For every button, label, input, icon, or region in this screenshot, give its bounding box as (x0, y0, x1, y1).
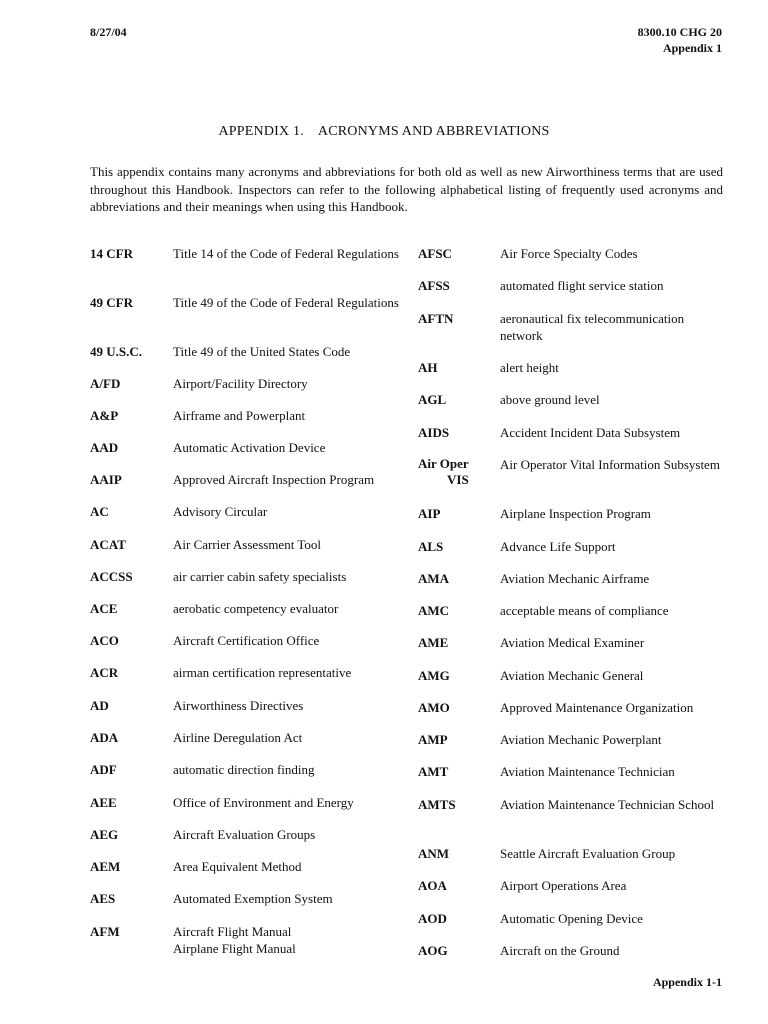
acronym: AOA (418, 878, 447, 893)
acronym-entry (90, 471, 400, 503)
acronym: AFTN (418, 311, 454, 326)
definition: Automatic Opening Device (500, 911, 643, 926)
definition: Airport/Facility Directory (173, 376, 308, 391)
acronym: AIDS (418, 425, 450, 440)
acronym: AIP (418, 506, 441, 521)
acronym: A&P (90, 408, 119, 423)
definition: Advisory Circular (173, 504, 268, 519)
definition: Aircraft Evaluation Groups (173, 827, 316, 842)
acronym: ADF (90, 762, 117, 777)
acronym: AGL (418, 392, 447, 407)
acronym-entry (90, 632, 400, 664)
definition: Airport Operations Area (500, 878, 627, 893)
acronym-entry (90, 503, 400, 536)
definition: Airplane Inspection Program (500, 506, 651, 521)
definition: Aviation Maintenance Technician (500, 764, 675, 779)
acronym-entry (90, 294, 400, 343)
acronym-entry (418, 391, 728, 424)
definition: aeronautical fix telecommunication network (500, 311, 685, 343)
definition-line: Aircraft Flight Manual (173, 924, 292, 939)
acronym-entry (90, 600, 400, 632)
acronym-entry (418, 505, 728, 538)
acronym-entry (90, 568, 400, 600)
acronym-entry (90, 729, 400, 761)
definition: Airframe and Powerplant (173, 408, 306, 423)
acronym-entry (418, 245, 728, 277)
acronym-entry (418, 731, 728, 763)
definition: Approved Aircraft Inspection Program (173, 472, 375, 487)
definition: Automated Exemption System (173, 891, 333, 906)
header-doc-number: 8300.10 CHG 20 (637, 25, 722, 39)
acronym-entry (90, 245, 400, 294)
acronym-entry (90, 794, 400, 826)
acronym-entry (418, 699, 728, 731)
acronym: ACE (90, 601, 118, 616)
definition: Air Force Specialty Codes (500, 246, 638, 261)
page-footer: Appendix 1-1 (652, 975, 722, 989)
acronym-entry (418, 570, 728, 602)
acronym-entry (418, 310, 728, 359)
acronym-line: VIS (447, 472, 469, 487)
acronym-entry (90, 664, 400, 697)
acronym: AAD (90, 440, 119, 455)
acronym (418, 456, 469, 488)
acronym: AES (90, 891, 116, 906)
title-heading: ACRONYMS AND ABBREVIATIONS (317, 124, 550, 139)
acronym-entry (418, 942, 728, 974)
definition: Title 49 of the United States Code (173, 344, 351, 359)
definition-line: Airplane Flight Manual (173, 941, 296, 956)
acronym-entry (418, 424, 728, 456)
definition: Air Operator Vital Information Subsystem (500, 457, 720, 472)
acronym-entry (90, 407, 400, 439)
acronym: ALS (418, 539, 444, 554)
definition: Seattle Aircraft Evaluation Group (500, 846, 676, 861)
definition: airman certification representative (173, 665, 352, 680)
acronym: ANM (418, 846, 450, 861)
acronym: 49 U.S.C. (90, 344, 143, 359)
acronym-entry (418, 634, 728, 667)
acronym: AFM (90, 924, 120, 939)
acronym-entry (418, 910, 728, 942)
definition: Automatic Activation Device (173, 440, 326, 455)
left-column (90, 245, 400, 957)
acronym-entry (90, 375, 400, 407)
acronym: AFSS (418, 278, 450, 293)
acronym: 14 CFR (90, 246, 133, 261)
intro-paragraph: This appendix contains many acronyms and abbreviations for both old as well as new Airworthiness terms that are used throughout this Handbook. Inspectors can refer to the following alphabetical listing of frequently used acronyms and abbreviations and their meanings when using this Handbook. (90, 164, 723, 214)
acronym: AH (418, 360, 438, 375)
acronym: AOD (418, 911, 447, 926)
acronym: ACO (90, 633, 119, 648)
acronym: AMC (418, 603, 450, 618)
definition: air carrier cabin safety specialists (173, 569, 347, 584)
definition: Office of Environment and Energy (173, 795, 354, 810)
acronym: ADA (90, 730, 119, 745)
acronym: AD (90, 698, 109, 713)
acronym: AME (418, 635, 449, 650)
acronym: AMO (418, 700, 450, 715)
definition: automatic direction finding (173, 762, 315, 777)
definition: Airworthiness Directives (173, 698, 304, 713)
acronym-entry (418, 845, 728, 877)
definition: Advance Life Support (500, 539, 616, 554)
header-right (638, 24, 722, 56)
acronym-entry (90, 697, 400, 729)
acronym: A/FD (90, 376, 121, 391)
acronym-entry (418, 456, 728, 505)
acronym: AMG (418, 668, 450, 683)
acronym: ACR (90, 665, 119, 680)
definition: Aircraft on the Ground (500, 943, 620, 958)
acronym: AOG (418, 943, 448, 958)
acronym: 49 CFR (90, 295, 133, 310)
acronym-entry (90, 439, 400, 471)
definition: Aircraft Certification Office (173, 633, 320, 648)
definition: above ground level (500, 392, 600, 407)
definition: acceptable means of compliance (500, 603, 669, 618)
acronym-entry (418, 877, 728, 910)
acronym-entry (90, 826, 400, 858)
acronym: AEG (90, 827, 119, 842)
header-appendix: Appendix 1 (662, 41, 722, 55)
definition: Aviation Mechanic General (500, 668, 644, 683)
definition: Aviation Medical Examiner (500, 635, 645, 650)
title-appendix-number: APPENDIX 1. (218, 124, 304, 139)
definition: Air Carrier Assessment Tool (173, 537, 321, 552)
definition: Accident Incident Data Subsystem (500, 425, 681, 440)
acronym: AEE (90, 795, 117, 810)
acronym-entry (418, 538, 728, 570)
acronym-entry (418, 796, 728, 845)
acronym: ACCSS (90, 569, 133, 584)
acronym-line: Air Oper (418, 456, 469, 471)
definition: automated flight service station (500, 278, 664, 293)
acronym-entry (418, 763, 728, 796)
definition: Aviation Maintenance Technician School (500, 797, 715, 812)
acronym: AFSC (418, 246, 452, 261)
acronym-entry (90, 761, 400, 794)
definition: Area Equivalent Method (173, 859, 302, 874)
definition: Aviation Mechanic Airframe (500, 571, 650, 586)
page-title (0, 124, 768, 140)
acronym: AC (90, 504, 109, 519)
acronym-entry (90, 536, 400, 568)
acronym: ACAT (90, 537, 126, 552)
definition: Title 49 of the Code of Federal Regulations (173, 295, 399, 310)
header-date: 8/27/04 (90, 25, 127, 39)
definition: aerobatic competency evaluator (173, 601, 339, 616)
definition (173, 923, 400, 957)
definition: Aviation Mechanic Powerplant (500, 732, 662, 747)
definition: Airline Deregulation Act (173, 730, 303, 745)
acronym: AMA (418, 571, 450, 586)
definition: Approved Maintenance Organization (500, 700, 694, 715)
acronym-entry (90, 923, 400, 957)
acronym-entry (90, 343, 400, 375)
acronym-entry (418, 667, 728, 699)
acronym-entry (90, 858, 400, 890)
acronym-entry (90, 890, 400, 923)
definition: Title 14 of the Code of Federal Regulations (173, 246, 399, 261)
right-column (418, 245, 728, 974)
acronym: AAIP (90, 472, 122, 487)
acronym-entry (418, 359, 728, 391)
acronym: AMP (418, 732, 448, 747)
acronym: AMTS (418, 797, 456, 812)
acronym: AEM (90, 859, 121, 874)
acronym-entry (418, 277, 728, 310)
definition: alert height (500, 360, 559, 375)
acronym-entry (418, 602, 728, 634)
acronym: AMT (418, 764, 449, 779)
